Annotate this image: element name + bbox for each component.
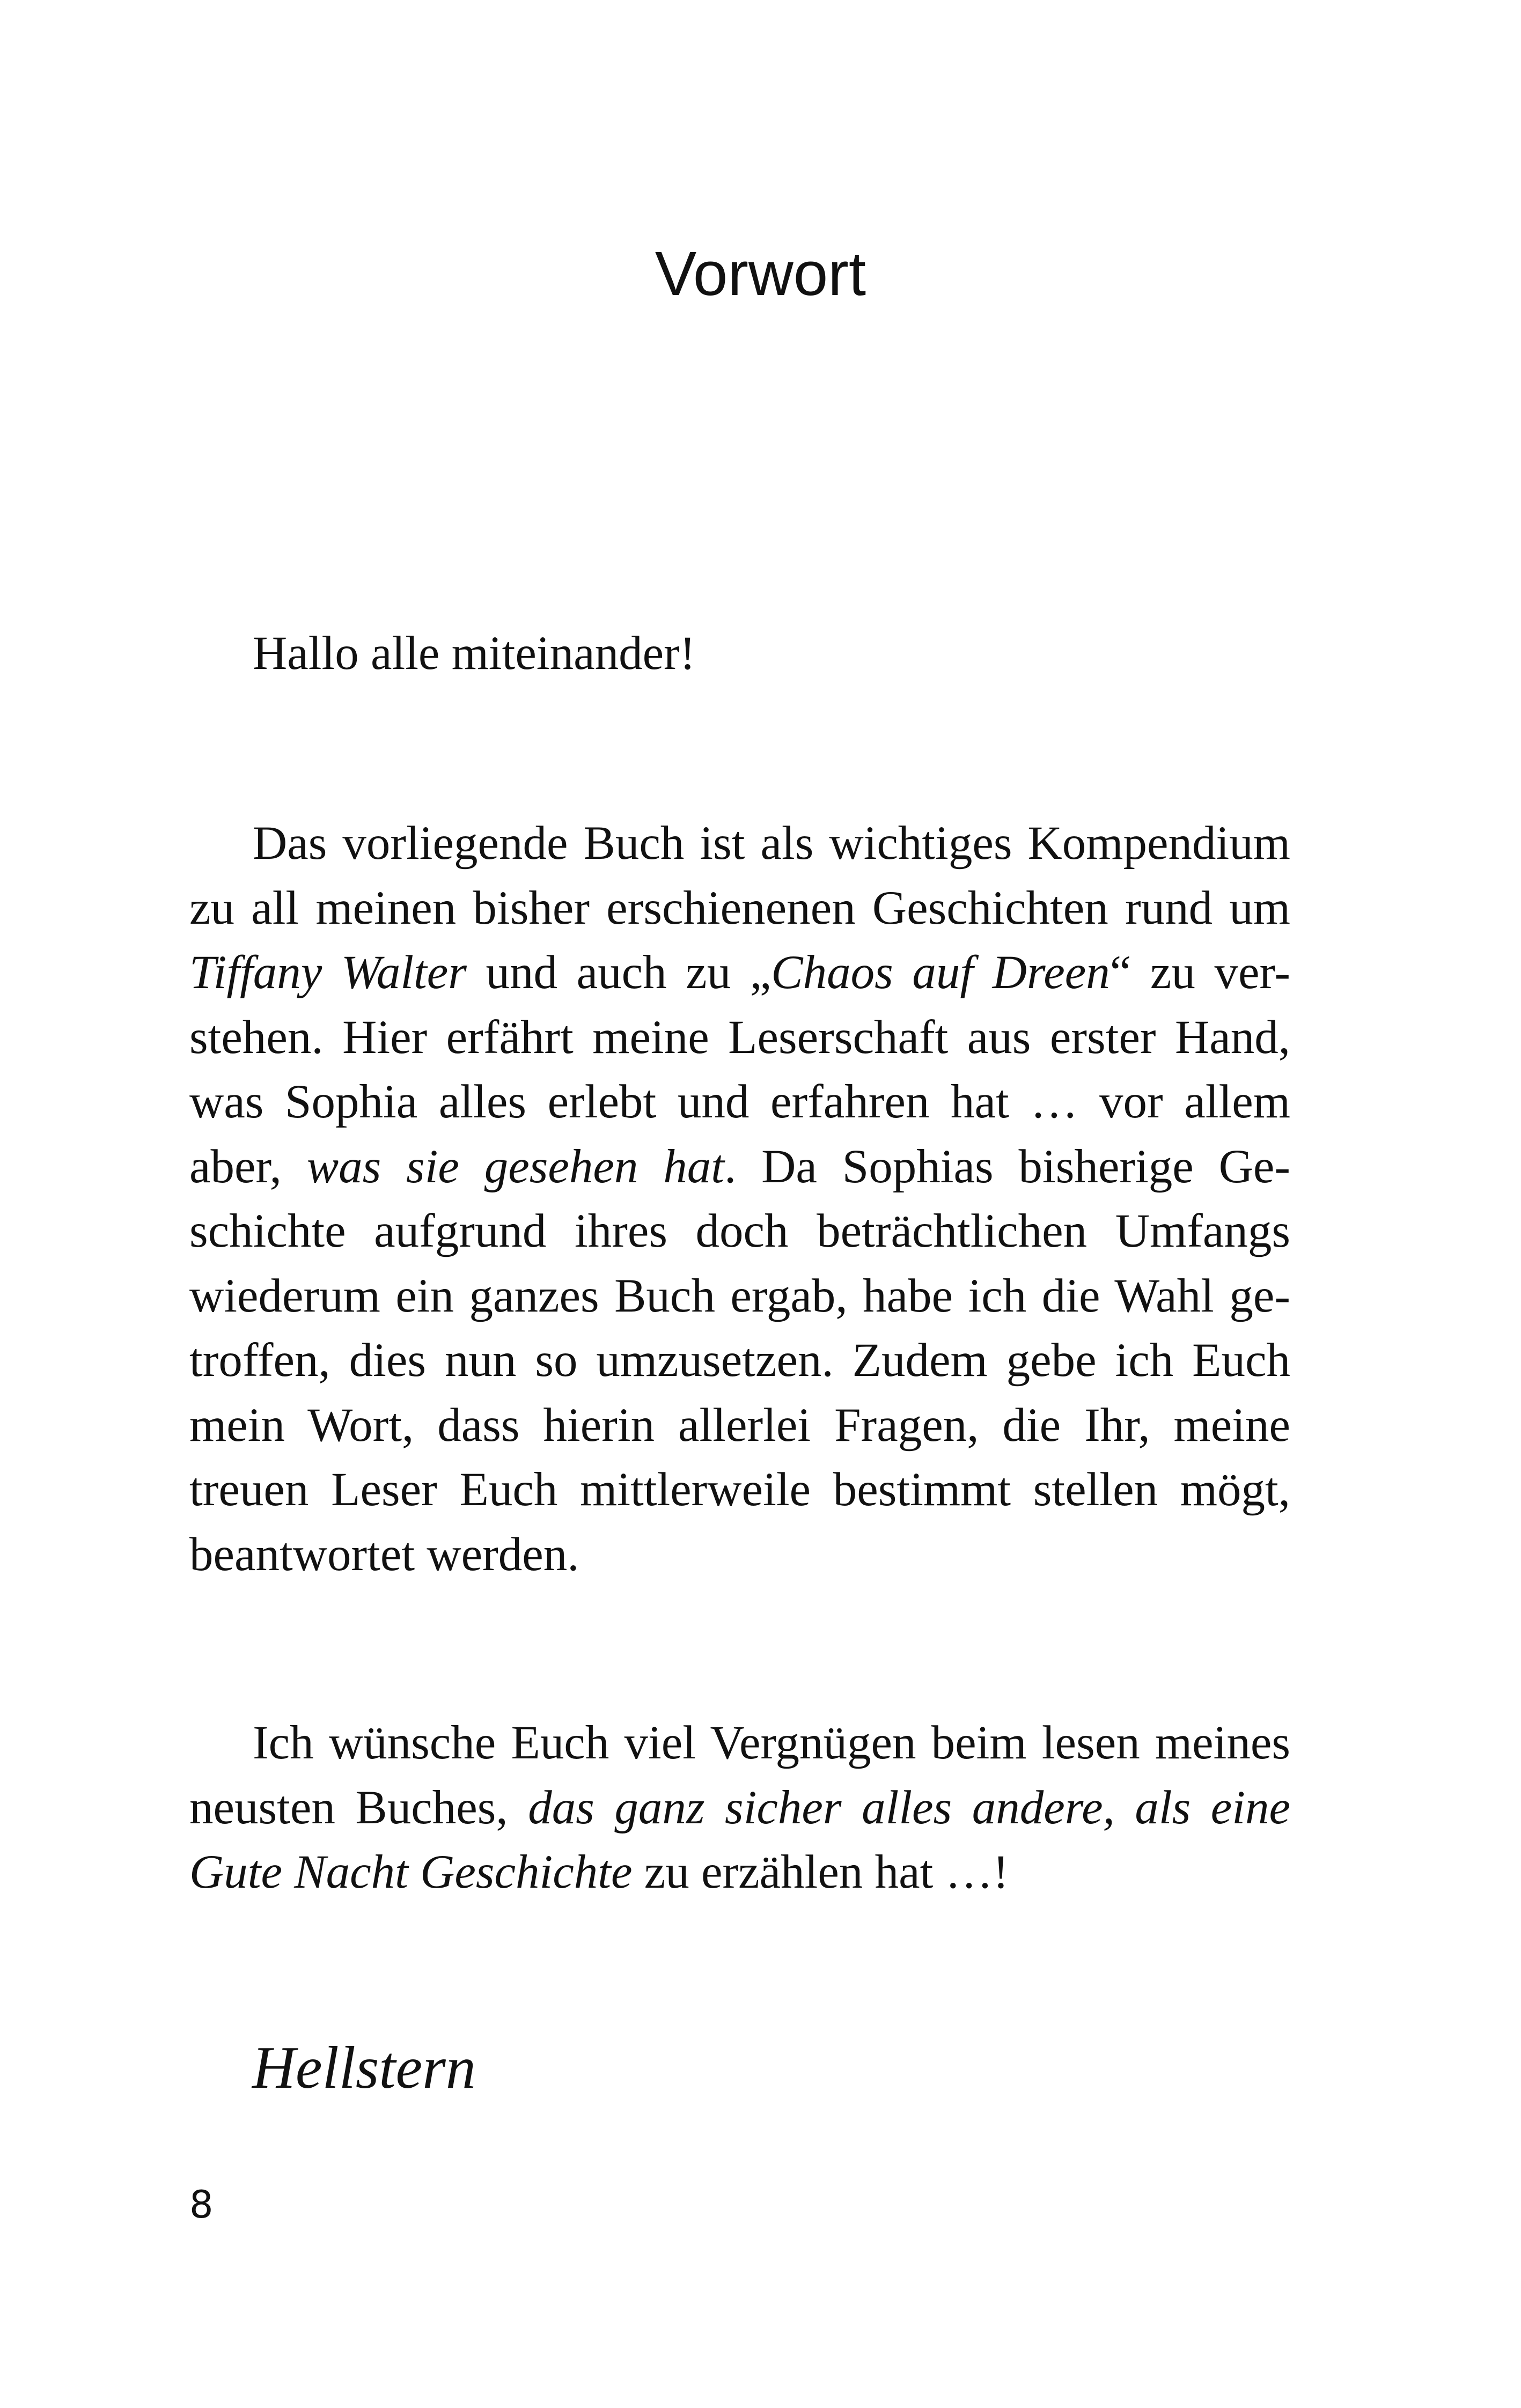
text-fragment: aber,	[189, 1140, 307, 1193]
emphasis-text: was sie gesehen hat	[306, 1140, 725, 1193]
paragraph-intro	[189, 811, 1290, 1587]
emphasis-text: Gute Nacht Geschichte	[189, 1846, 633, 1898]
text-line: troffen, dies nun so umzusetzen. Zudem gebe ich Euch	[189, 1334, 1290, 1387]
book-title-chaos-auf-dreen: Chaos auf Dreen	[771, 946, 1110, 999]
book-title-tiffany-walter: Tiffany Walter	[189, 946, 467, 999]
page-number: 8	[189, 2183, 214, 2227]
text-fragment: neusten Buches,	[189, 1781, 528, 1834]
greeting-line	[189, 621, 1354, 686]
text-line: beantwortet werden.	[189, 1528, 579, 1581]
text-fragment: “ zu ver-	[1109, 946, 1290, 999]
author-signature: Hellstern	[252, 2035, 476, 2101]
text-line	[189, 940, 1290, 1005]
text-line: Ich wünsche Euch viel Vergnügen beim lesen meines	[253, 1717, 1290, 1769]
emphasis-text: das ganz sicher alles andere, als eine	[528, 1781, 1290, 1834]
greeting-text: Hallo alle miteinander!	[253, 627, 696, 680]
text-line: treuen Leser Euch mittlerweile bestimmt stellen mögt,	[189, 1463, 1290, 1516]
text-line: was Sophia alles erlebt und erfahren hat … vor allem	[189, 1076, 1290, 1128]
text-fragment: und auch zu „	[466, 946, 771, 999]
text-line	[189, 1776, 1290, 1840]
text-line: mein Wort, dass hierin allerlei Fragen, die Ihr, meine	[189, 1398, 1290, 1452]
text-fragment: zu erzählen hat …!	[632, 1846, 1009, 1898]
text-line	[189, 1840, 1290, 1905]
text-line	[189, 1135, 1290, 1199]
text-line: Das vorliegende Buch ist als wichtiges Kompendium	[253, 817, 1290, 870]
chapter-title: Vorwort	[655, 239, 866, 308]
paragraph-closing	[189, 1711, 1290, 1905]
text-line: stehen. Hier erfährt meine Leserschaft aus erster Hand,	[189, 1011, 1290, 1064]
text-line: zu all meinen bisher erschienenen Geschichten rund um	[189, 881, 1290, 934]
text-fragment: . Da Sophias bisherige Ge-	[724, 1140, 1290, 1193]
text-line: wiederum ein ganzes Buch ergab, habe ich die Wahl ge-	[189, 1269, 1290, 1322]
text-line: schichte aufgrund ihres doch beträchtlichen Umfangs	[189, 1205, 1290, 1257]
